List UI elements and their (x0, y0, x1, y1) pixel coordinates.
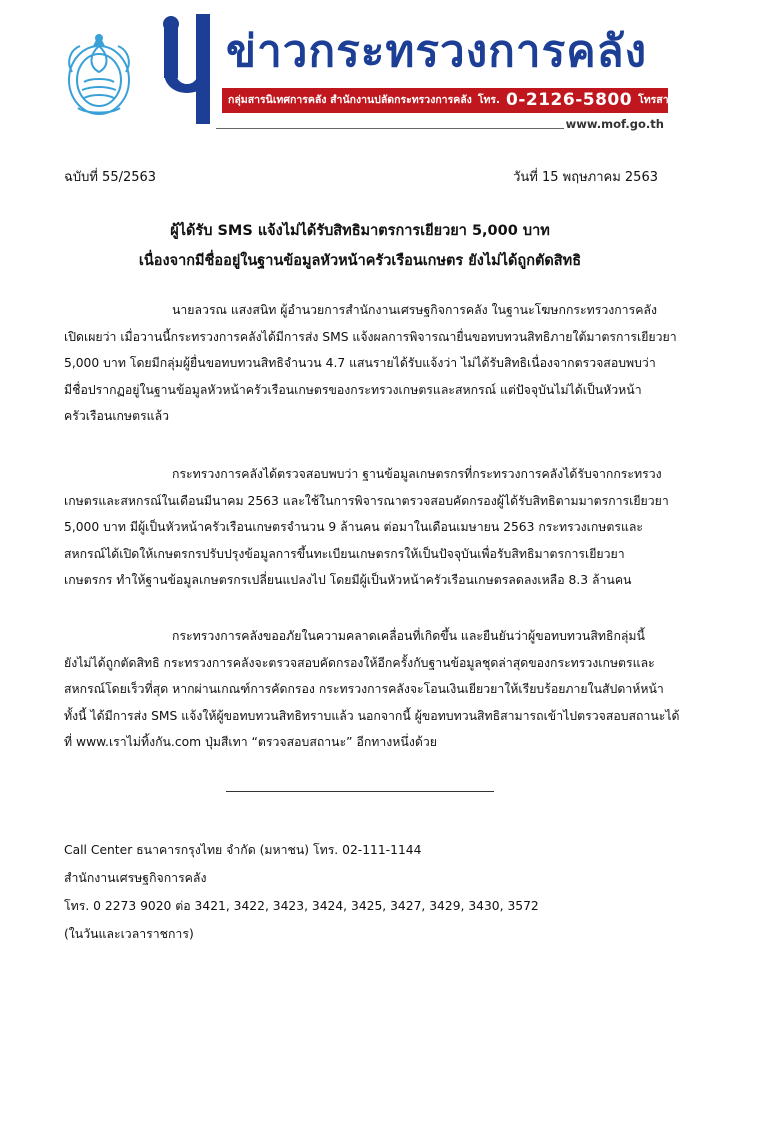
headline-line-1: ผู้ได้รับ SMS แจ้งไม่ได้รับสิทธิมาตรการเยียวยา 5,000 บาท (170, 223, 550, 239)
paragraph-line: สหกรณ์ได้เปิดให้เกษตรกรปรับปรุงข้อมูลการขึ้นทะเบียนเกษตรกรให้เป็นปัจจุบันเพื่อรับสิทธิมาตรการเยียวยา (64, 546, 625, 561)
website-rule (216, 128, 564, 129)
paragraph-line: กระทรวงการคลังขออภัยในความคลาดเคลื่อนที่เกิดขึ้น และยืนยันว่าผู้ขอทบทวนสิทธิกลุ่มนี้ (172, 629, 645, 643)
paragraph-line: เกษตรและสหกรณ์ในเดือนมีนาคม 2563 และใช้ในการพิจารณาตรวจสอบคัดกรองผู้ได้รับสิทธิตามมาตรการเยียวยา (64, 493, 669, 508)
website-url[interactable]: www.mof.go.th (565, 117, 664, 131)
ministry-emblem-icon (60, 32, 138, 118)
paragraph-line: ยังไม่ได้ถูกตัดสิทธิ กระทรวงการคลังจะตรวจสอบคัดกรองให้อีกครั้งกับฐานข้อมูลชุดล่าสุดของกระทรวงเกษตรและ (64, 655, 655, 670)
contact-line-hours: (ในวันและเวลาราชการ) (64, 927, 194, 941)
issue-number: ฉบับที่ 55/2563 (64, 170, 157, 185)
contact-bar (222, 88, 765, 113)
contact-block (64, 836, 539, 948)
paragraph-line: 5,000 บาท โดยมีกลุ่มผู้ยื่นขอทบทวนสิทธิจำนวน 4.7 แสนรายได้รับแจ้งว่า ไม่ได้รับสิทธิเนื่องจากตรวจสอบพบว่า (64, 356, 656, 370)
paragraph-line: ที่ www.เราไม่ทิ้งกัน.com ปุ่มสีเทา “ตรวจสอบสถานะ” อีกทางหนึ่งด้วย (64, 735, 437, 749)
paragraph-line: มีชื่อปรากฏอยู่ในฐานข้อมูลหัวหน้าครัวเรือนเกษตรของกระทรวงเกษตรและสหกรณ์ แต่ปัจจุบันไม่ได้เป็นหัวหน้า (64, 382, 642, 397)
phone-label: โทร. (477, 94, 501, 106)
masthead-logo-mark-icon (158, 14, 216, 130)
paragraph-line: เกษตรกร ทำให้ฐานข้อมูลเกษตรกรเปลี่ยนแปลงไป โดยมีผู้เป็นหัวหน้าครัวเรือนเกษตรลดลงเหลือ 8.3 ล้านคน (64, 573, 632, 587)
paragraph-3 (64, 623, 680, 756)
phone-number: 0-2126-5800 (506, 90, 633, 110)
contact-line-phone: โทร. 0 2273 9020 ต่อ 3421, 3422, 3423, 3424, 3425, 3427, 3429, 3430, 3572 (64, 899, 539, 913)
masthead-title: ข่าวกระทรวงการคลัง (226, 26, 648, 77)
paragraph-line: ครัวเรือนเกษตรแล้ว (64, 409, 170, 423)
paragraph-line: กระทรวงการคลังได้ตรวจสอบพบว่า ฐานข้อมูลเกษตรกรที่กระทรวงการคลังได้รับจากกระทรวง (172, 467, 662, 481)
masthead (0, 0, 765, 150)
paragraph-line: สหกรณ์โดยเร็วที่สุด หากผ่านเกณฑ์การคัดกรอง กระทรวงการคลังจะโอนเงินเยียวยาให้เรียบร้อยภายในสัปดาห์หน้า (64, 682, 664, 696)
paragraph-line: 5,000 บาท มีผู้เป็นหัวหน้าครัวเรือนเกษตรจำนวน 9 ล้านคน ต่อมาในเดือนเมษายน 2563 กระทรวงเกษตรและ (64, 520, 644, 534)
contact-line-call-center: Call Center ธนาคารกรุงไทย จำกัด (มหาชน) โทร. 02-111-1144 (64, 843, 422, 857)
headline-line-2: เนื่องจากมีชื่ออยู่ในฐานข้อมูลหัวหน้าครัวเรือนเกษตร ยังไม่ได้ถูกตัดสิทธิ (138, 253, 582, 269)
paragraph-line: เปิดเผยว่า เมื่อวานนี้กระทรวงการคลังได้มีการส่ง SMS แจ้งผลการพิจารณายื่นขอทบทวนสิทธิภายใต้มาตรการเยียวยา (64, 329, 677, 344)
fax-number: 0-2273-9763 (680, 92, 765, 107)
release-date: วันที่ 15 พฤษภาคม 2563 (513, 170, 658, 185)
department-name: กลุ่มสารนิเทศการคลัง สำนักงานปลัดกระทรวงการคลัง (228, 94, 472, 106)
fax-label: โทรสาร (638, 94, 675, 106)
contact-line-office: สำนักงานเศรษฐกิจการคลัง (64, 871, 207, 885)
paragraph-2 (64, 461, 669, 594)
paragraph-1 (64, 297, 677, 430)
section-divider (226, 791, 494, 792)
paragraph-line: ทั้งนี้ ได้มีการส่ง SMS แจ้งให้ผู้ขอทบทวนสิทธิทราบแล้ว นอกจากนี้ ผู้ขอทบทวนสิทธิสามารถเข้าไปตรวจสอบสถานะได้ (64, 708, 680, 723)
paragraph-line: นายลวรณ แสงสนิท ผู้อำนวยการสำนักงานเศรษฐกิจการคลัง ในฐานะโฆษกกระทรวงการคลัง (172, 303, 657, 317)
